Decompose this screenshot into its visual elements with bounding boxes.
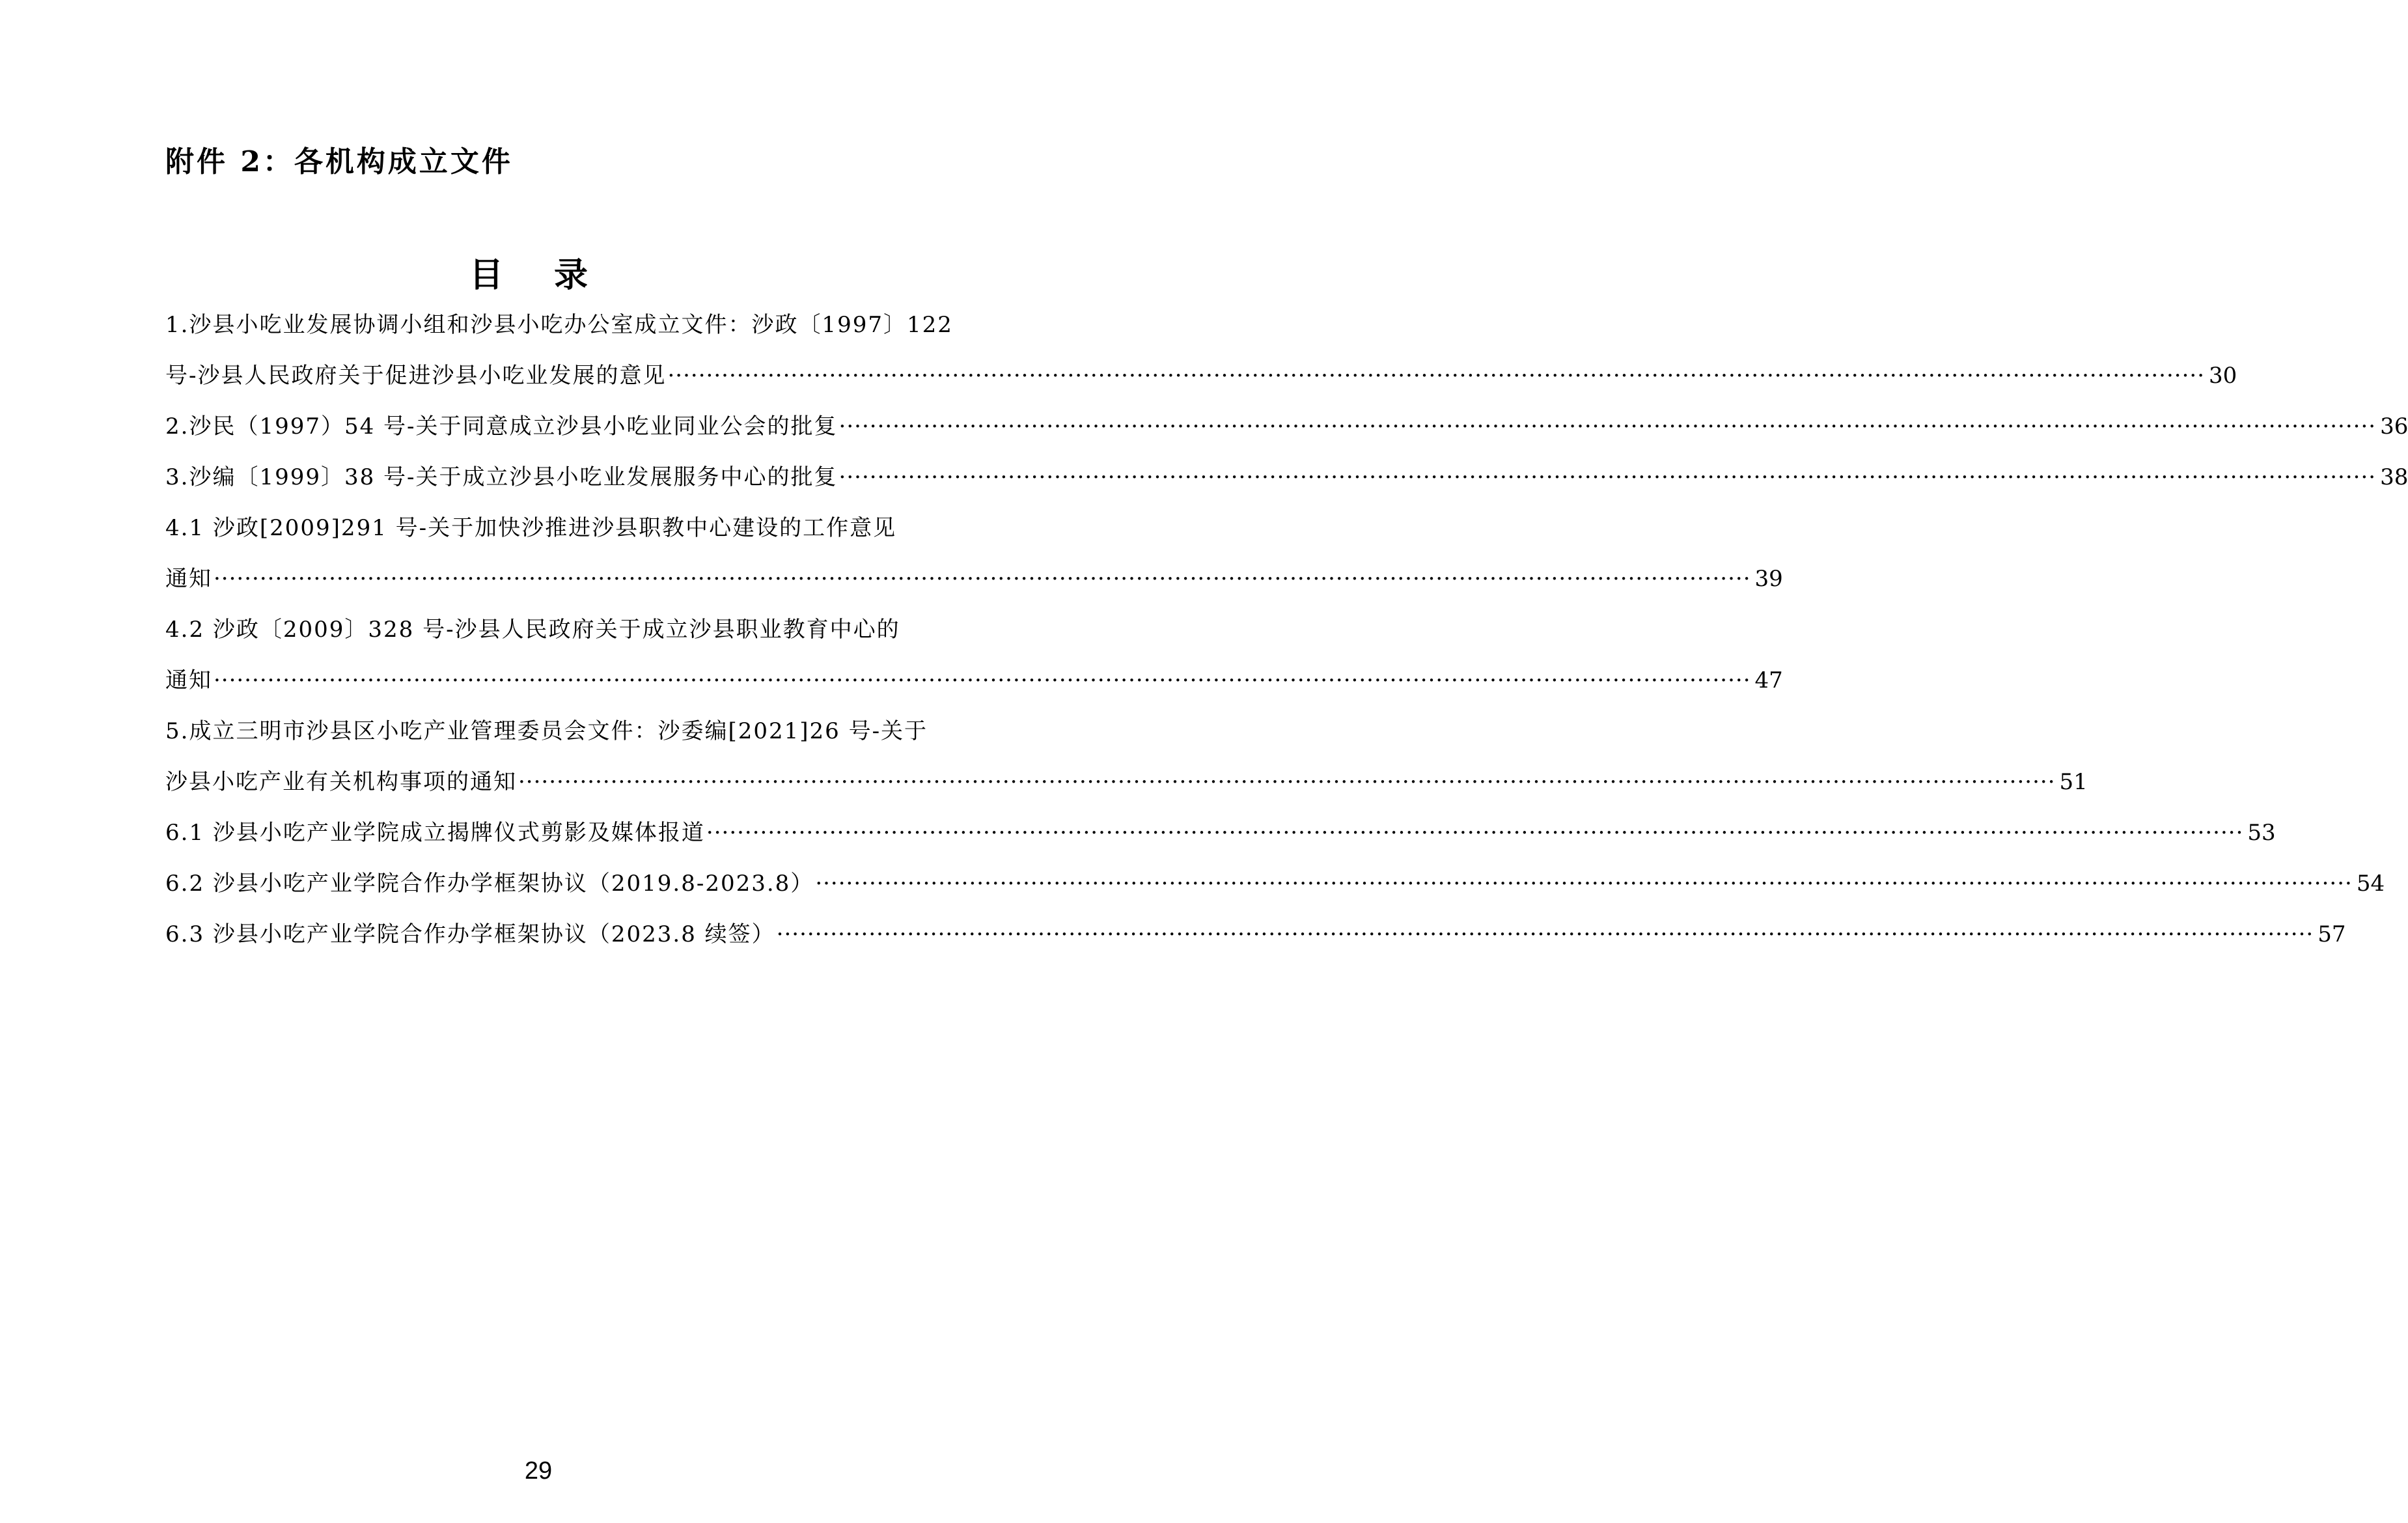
toc-page-number: 38 [2380, 464, 2408, 490]
toc-page-number: 47 [1754, 667, 1783, 693]
page-number: 29 [524, 1457, 553, 1485]
dot-leader: ········································································································································································································ [214, 566, 1751, 592]
toc-entry-1[interactable] [165, 300, 2237, 401]
attachment-heading: 附件 2：各机构成立文件 [165, 145, 513, 178]
toc-entry-6-1[interactable] [165, 807, 2276, 858]
toc-page-number: 53 [2247, 820, 2276, 846]
toc-entry-6-2[interactable] [165, 858, 2385, 909]
toc-entry-6-3[interactable] [165, 909, 2346, 960]
dot-leader: ········································································································································································································ [667, 363, 2206, 389]
toc-page-number: 30 [2209, 363, 2237, 389]
table-of-contents [165, 300, 2408, 960]
toc-entry-text: 6.1 沙县小吃产业学院成立揭牌仪式剪影及媒体报道 [165, 820, 705, 846]
toc-entry-text: 4.1 沙政[2009]291 号-关于加快沙推进沙县职教中心建设的工作意见 [165, 515, 897, 541]
toc-page-number: 57 [2318, 921, 2346, 947]
toc-entry-text: 5.成立三明市沙县区小吃产业管理委员会文件：沙委编[2021]26 号-关于 [165, 718, 928, 744]
toc-entry-text: 2.沙民（1997）54 号-关于同意成立沙县小吃业同业公会的批复 [165, 413, 838, 440]
toc-page-number: 54 [2356, 871, 2385, 897]
dot-leader: ········································································································································································································ [706, 820, 2244, 846]
toc-entry-4-2[interactable] [165, 604, 1783, 706]
toc-entry-text: 通知 [165, 667, 212, 693]
toc-page-number: 36 [2380, 413, 2408, 440]
dot-leader: ········································································································································································································ [815, 871, 2353, 897]
toc-entry-text: 3.沙编〔1999〕38 号-关于成立沙县小吃业发展服务中心的批复 [165, 464, 838, 490]
toc-entry-2[interactable] [165, 401, 2408, 452]
toc-entry-text: 号-沙县人民政府关于促进沙县小吃业发展的意见 [165, 363, 667, 389]
toc-entry-text: 4.2 沙政〔2009〕328 号-沙县人民政府关于成立沙县职业教育中心的 [165, 617, 900, 643]
toc-entry-text: 1.沙县小吃业发展协调小组和沙县小吃办公室成立文件：沙政〔1997〕122 [165, 312, 953, 338]
dot-leader: ········································································································································································································ [518, 769, 2056, 795]
dot-leader: ········································································································································································································ [838, 464, 2377, 490]
dot-leader: ········································································································································································································ [776, 921, 2314, 947]
toc-entry-text: 通知 [165, 566, 212, 592]
toc-page-number: 51 [2059, 769, 2088, 795]
toc-entry-3[interactable] [165, 452, 2408, 503]
dot-leader: ········································································································································································································ [838, 413, 2377, 440]
toc-entry-text: 沙县小吃产业有关机构事项的通知 [165, 769, 517, 795]
toc-entry-text: 6.2 沙县小吃产业学院合作办学框架协议（2019.8-2023.8） [165, 871, 814, 897]
toc-entry-5[interactable] [165, 706, 2088, 807]
toc-title: 目 录 [469, 255, 608, 295]
toc-page-number: 39 [1754, 566, 1783, 592]
dot-leader: ········································································································································································································ [214, 667, 1751, 693]
toc-entry-text: 6.3 沙县小吃产业学院合作办学框架协议（2023.8 续签） [165, 921, 775, 947]
toc-entry-4-1[interactable] [165, 503, 1783, 604]
